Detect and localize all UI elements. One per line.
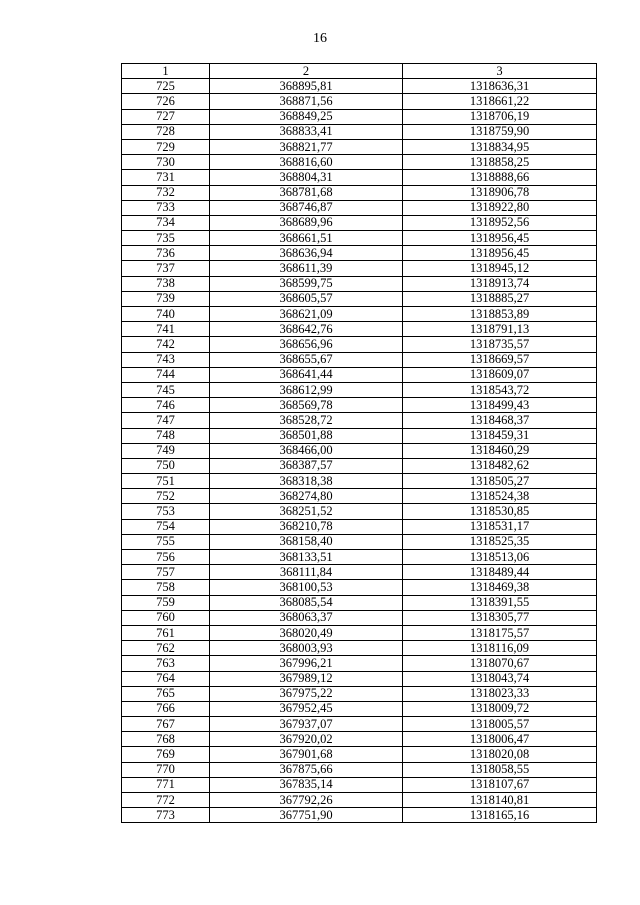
table-row <box>122 352 597 367</box>
point-number-cell: 744 <box>122 367 210 382</box>
point-number-cell: 773 <box>122 808 210 823</box>
table-row <box>122 398 597 413</box>
x-coordinate-cell: 367875,66 <box>210 762 403 777</box>
y-coordinate-cell: 1318791,13 <box>403 322 597 337</box>
table-row <box>122 291 597 306</box>
table-row <box>122 747 597 762</box>
point-number-cell: 755 <box>122 534 210 549</box>
point-number-cell: 738 <box>122 276 210 291</box>
y-coordinate-cell: 1318513,06 <box>403 550 597 565</box>
x-coordinate-cell: 368599,75 <box>210 276 403 291</box>
x-coordinate-cell: 368133,51 <box>210 550 403 565</box>
x-coordinate-cell: 368781,68 <box>210 185 403 200</box>
point-number-cell: 751 <box>122 474 210 489</box>
x-coordinate-cell: 367751,90 <box>210 808 403 823</box>
y-coordinate-cell: 1318009,72 <box>403 701 597 716</box>
point-number-cell: 771 <box>122 777 210 792</box>
y-coordinate-cell: 1318906,78 <box>403 185 597 200</box>
point-number-cell: 742 <box>122 337 210 352</box>
x-coordinate-cell: 368689,96 <box>210 215 403 230</box>
y-coordinate-cell: 1318661,22 <box>403 94 597 109</box>
x-coordinate-cell: 368387,57 <box>210 458 403 473</box>
table-row <box>122 762 597 777</box>
y-coordinate-cell: 1318530,85 <box>403 504 597 519</box>
x-coordinate-cell: 368746,87 <box>210 200 403 215</box>
table-row <box>122 580 597 595</box>
y-coordinate-cell: 1318391,55 <box>403 595 597 610</box>
y-coordinate-cell: 1318043,74 <box>403 671 597 686</box>
x-coordinate-cell: 368605,57 <box>210 291 403 306</box>
y-coordinate-cell: 1318482,62 <box>403 458 597 473</box>
point-number-cell: 749 <box>122 443 210 458</box>
x-coordinate-cell: 368636,94 <box>210 246 403 261</box>
point-number-cell: 770 <box>122 762 210 777</box>
table-row <box>122 261 597 276</box>
table-row <box>122 550 597 565</box>
point-number-cell: 769 <box>122 747 210 762</box>
x-coordinate-cell: 367952,45 <box>210 701 403 716</box>
y-coordinate-cell: 1318006,47 <box>403 732 597 747</box>
point-number-cell: 746 <box>122 398 210 413</box>
y-coordinate-cell: 1318636,31 <box>403 79 597 94</box>
point-number-cell: 747 <box>122 413 210 428</box>
table-row <box>122 276 597 291</box>
x-coordinate-cell: 368833,41 <box>210 124 403 139</box>
table-row <box>122 170 597 185</box>
y-coordinate-cell: 1318023,33 <box>403 686 597 701</box>
point-number-cell: 736 <box>122 246 210 261</box>
page-number: 16 <box>313 31 327 46</box>
y-coordinate-cell: 1318945,12 <box>403 261 597 276</box>
y-coordinate-cell: 1318525,35 <box>403 534 597 549</box>
x-coordinate-cell: 368661,51 <box>210 231 403 246</box>
table-row <box>122 732 597 747</box>
table-row <box>122 124 597 139</box>
table-row <box>122 808 597 823</box>
y-coordinate-cell: 1318460,29 <box>403 443 597 458</box>
table-row <box>122 79 597 94</box>
x-coordinate-cell: 368816,60 <box>210 155 403 170</box>
y-coordinate-cell: 1318735,57 <box>403 337 597 352</box>
table-row <box>122 200 597 215</box>
table-row <box>122 610 597 625</box>
coordinates-table <box>121 63 597 823</box>
point-number-cell: 748 <box>122 428 210 443</box>
x-coordinate-cell: 368612,99 <box>210 382 403 397</box>
y-coordinate-cell: 1318489,44 <box>403 565 597 580</box>
table-header <box>122 64 597 79</box>
x-coordinate-cell: 368656,96 <box>210 337 403 352</box>
table-row <box>122 139 597 154</box>
table-row <box>122 717 597 732</box>
table-row <box>122 519 597 534</box>
header-cell-1: 1 <box>122 64 210 79</box>
y-coordinate-cell: 1318759,90 <box>403 124 597 139</box>
table-row <box>122 474 597 489</box>
point-number-cell: 741 <box>122 322 210 337</box>
y-coordinate-cell: 1318706,19 <box>403 109 597 124</box>
table-row <box>122 595 597 610</box>
table-row <box>122 307 597 322</box>
y-coordinate-cell: 1318922,80 <box>403 200 597 215</box>
y-coordinate-cell: 1318020,08 <box>403 747 597 762</box>
point-number-cell: 758 <box>122 580 210 595</box>
x-coordinate-cell: 367901,68 <box>210 747 403 762</box>
x-coordinate-cell: 368569,78 <box>210 398 403 413</box>
y-coordinate-cell: 1318885,27 <box>403 291 597 306</box>
point-number-cell: 729 <box>122 139 210 154</box>
point-number-cell: 728 <box>122 124 210 139</box>
point-number-cell: 767 <box>122 717 210 732</box>
point-number-cell: 732 <box>122 185 210 200</box>
point-number-cell: 745 <box>122 382 210 397</box>
x-coordinate-cell: 368111,84 <box>210 565 403 580</box>
table-row <box>122 185 597 200</box>
point-number-cell: 756 <box>122 550 210 565</box>
point-number-cell: 739 <box>122 291 210 306</box>
x-coordinate-cell: 368641,44 <box>210 367 403 382</box>
y-coordinate-cell: 1318956,45 <box>403 231 597 246</box>
table-row <box>122 428 597 443</box>
point-number-cell: 743 <box>122 352 210 367</box>
x-coordinate-cell: 368100,53 <box>210 580 403 595</box>
table-row <box>122 565 597 580</box>
table-row <box>122 656 597 671</box>
table-row <box>122 215 597 230</box>
x-coordinate-cell: 367975,22 <box>210 686 403 701</box>
point-number-cell: 750 <box>122 458 210 473</box>
point-number-cell: 760 <box>122 610 210 625</box>
y-coordinate-cell: 1318499,43 <box>403 398 597 413</box>
table-row <box>122 155 597 170</box>
table-row <box>122 686 597 701</box>
y-coordinate-cell: 1318505,27 <box>403 474 597 489</box>
header-cell-3: 3 <box>403 64 597 79</box>
y-coordinate-cell: 1318140,81 <box>403 793 597 808</box>
point-number-cell: 754 <box>122 519 210 534</box>
x-coordinate-cell: 368804,31 <box>210 170 403 185</box>
point-number-cell: 733 <box>122 200 210 215</box>
x-coordinate-cell: 367920,02 <box>210 732 403 747</box>
point-number-cell: 726 <box>122 94 210 109</box>
x-coordinate-cell: 368274,80 <box>210 489 403 504</box>
x-coordinate-cell: 368849,25 <box>210 109 403 124</box>
x-coordinate-cell: 368318,38 <box>210 474 403 489</box>
x-coordinate-cell: 368871,56 <box>210 94 403 109</box>
y-coordinate-cell: 1318070,67 <box>403 656 597 671</box>
x-coordinate-cell: 368063,37 <box>210 610 403 625</box>
point-number-cell: 753 <box>122 504 210 519</box>
point-number-cell: 764 <box>122 671 210 686</box>
y-coordinate-cell: 1318165,16 <box>403 808 597 823</box>
x-coordinate-cell: 368020,49 <box>210 625 403 640</box>
point-number-cell: 734 <box>122 215 210 230</box>
table-row <box>122 534 597 549</box>
y-coordinate-cell: 1318956,45 <box>403 246 597 261</box>
x-coordinate-cell: 368501,88 <box>210 428 403 443</box>
y-coordinate-cell: 1318058,55 <box>403 762 597 777</box>
x-coordinate-cell: 367835,14 <box>210 777 403 792</box>
point-number-cell: 772 <box>122 793 210 808</box>
x-coordinate-cell: 367937,07 <box>210 717 403 732</box>
y-coordinate-cell: 1318952,56 <box>403 215 597 230</box>
y-coordinate-cell: 1318305,77 <box>403 610 597 625</box>
table-row <box>122 413 597 428</box>
y-coordinate-cell: 1318005,57 <box>403 717 597 732</box>
x-coordinate-cell: 368821,77 <box>210 139 403 154</box>
table-row <box>122 671 597 686</box>
table-body <box>122 79 597 823</box>
table-row <box>122 109 597 124</box>
x-coordinate-cell: 368528,72 <box>210 413 403 428</box>
point-number-cell: 766 <box>122 701 210 716</box>
point-number-cell: 752 <box>122 489 210 504</box>
table-row <box>122 337 597 352</box>
point-number-cell: 740 <box>122 307 210 322</box>
point-number-cell: 759 <box>122 595 210 610</box>
point-number-cell: 761 <box>122 625 210 640</box>
point-number-cell: 725 <box>122 79 210 94</box>
table-row <box>122 458 597 473</box>
y-coordinate-cell: 1318853,89 <box>403 307 597 322</box>
point-number-cell: 731 <box>122 170 210 185</box>
point-number-cell: 735 <box>122 231 210 246</box>
x-coordinate-cell: 367996,21 <box>210 656 403 671</box>
x-coordinate-cell: 368642,76 <box>210 322 403 337</box>
point-number-cell: 730 <box>122 155 210 170</box>
y-coordinate-cell: 1318543,72 <box>403 382 597 397</box>
y-coordinate-cell: 1318834,95 <box>403 139 597 154</box>
table-row <box>122 322 597 337</box>
x-coordinate-cell: 368655,67 <box>210 352 403 367</box>
y-coordinate-cell: 1318913,74 <box>403 276 597 291</box>
x-coordinate-cell: 368895,81 <box>210 79 403 94</box>
header-row <box>122 64 597 79</box>
table-row <box>122 793 597 808</box>
table-row <box>122 443 597 458</box>
table-row <box>122 701 597 716</box>
table-row <box>122 504 597 519</box>
x-coordinate-cell: 368466,00 <box>210 443 403 458</box>
x-coordinate-cell: 368003,93 <box>210 641 403 656</box>
y-coordinate-cell: 1318116,09 <box>403 641 597 656</box>
y-coordinate-cell: 1318459,31 <box>403 428 597 443</box>
y-coordinate-cell: 1318468,37 <box>403 413 597 428</box>
table-row <box>122 382 597 397</box>
table-row <box>122 777 597 792</box>
table-row <box>122 489 597 504</box>
y-coordinate-cell: 1318524,38 <box>403 489 597 504</box>
header-cell-2: 2 <box>210 64 403 79</box>
x-coordinate-cell: 368085,54 <box>210 595 403 610</box>
y-coordinate-cell: 1318175,57 <box>403 625 597 640</box>
table-row <box>122 94 597 109</box>
point-number-cell: 727 <box>122 109 210 124</box>
x-coordinate-cell: 368210,78 <box>210 519 403 534</box>
x-coordinate-cell: 368621,09 <box>210 307 403 322</box>
point-number-cell: 765 <box>122 686 210 701</box>
x-coordinate-cell: 368611,39 <box>210 261 403 276</box>
table-row <box>122 231 597 246</box>
x-coordinate-cell: 367792,26 <box>210 793 403 808</box>
y-coordinate-cell: 1318858,25 <box>403 155 597 170</box>
table-row <box>122 641 597 656</box>
point-number-cell: 737 <box>122 261 210 276</box>
y-coordinate-cell: 1318531,17 <box>403 519 597 534</box>
y-coordinate-cell: 1318888,66 <box>403 170 597 185</box>
table-row <box>122 246 597 261</box>
y-coordinate-cell: 1318107,67 <box>403 777 597 792</box>
x-coordinate-cell: 368158,40 <box>210 534 403 549</box>
point-number-cell: 763 <box>122 656 210 671</box>
y-coordinate-cell: 1318469,38 <box>403 580 597 595</box>
x-coordinate-cell: 367989,12 <box>210 671 403 686</box>
table-row <box>122 367 597 382</box>
point-number-cell: 762 <box>122 641 210 656</box>
y-coordinate-cell: 1318669,57 <box>403 352 597 367</box>
point-number-cell: 768 <box>122 732 210 747</box>
x-coordinate-cell: 368251,52 <box>210 504 403 519</box>
point-number-cell: 757 <box>122 565 210 580</box>
y-coordinate-cell: 1318609,07 <box>403 367 597 382</box>
table-row <box>122 625 597 640</box>
